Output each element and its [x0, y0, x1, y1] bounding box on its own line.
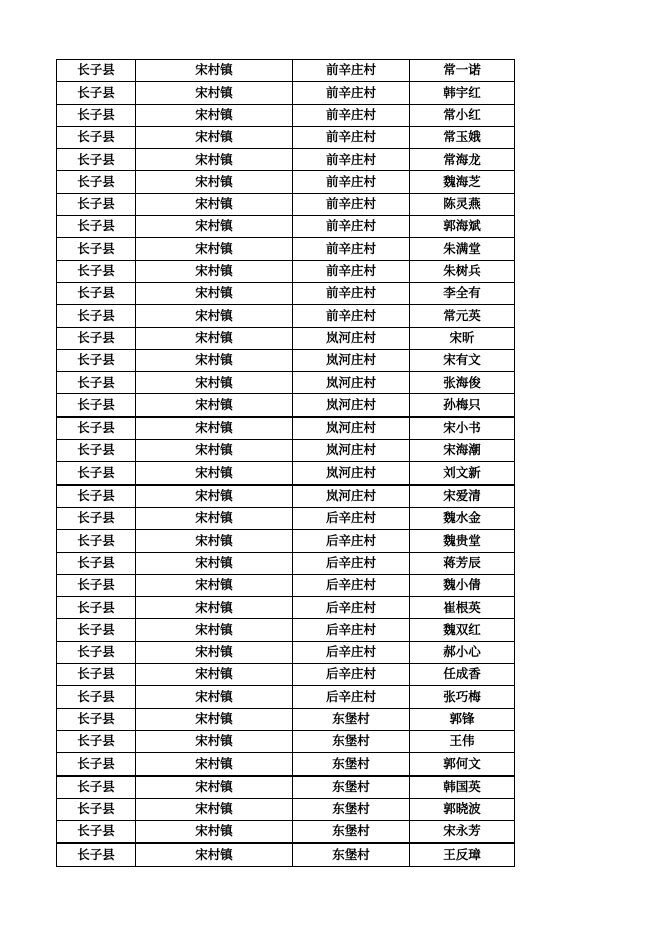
county-cell: 长子县 [57, 238, 136, 260]
table-row [57, 753, 515, 776]
village-cell: 后辛庄村 [293, 686, 410, 708]
county-cell: 长子县 [57, 552, 136, 574]
town-cell: 宋村镇 [136, 619, 293, 641]
county-cell: 长子县 [57, 619, 136, 641]
county-cell: 长子县 [57, 641, 136, 663]
name-cell: 常一诺 [410, 60, 515, 82]
name-cell: 郭何文 [410, 753, 515, 776]
town-cell: 宋村镇 [136, 260, 293, 282]
name-cell: 常海龙 [410, 149, 515, 171]
village-cell: 岚河庄村 [293, 462, 410, 485]
town-cell: 宋村镇 [136, 686, 293, 708]
name-cell: 王伟 [410, 730, 515, 752]
table-row [57, 327, 515, 349]
table-row [57, 394, 515, 417]
county-cell: 长子县 [57, 126, 136, 148]
name-cell: 魏双红 [410, 619, 515, 641]
town-cell: 宋村镇 [136, 440, 293, 462]
table-row [57, 126, 515, 148]
table-row [57, 238, 515, 260]
county-cell: 长子县 [57, 104, 136, 126]
town-cell: 宋村镇 [136, 776, 293, 799]
village-cell: 后辛庄村 [293, 664, 410, 686]
county-cell: 长子县 [57, 753, 136, 776]
county-cell: 长子县 [57, 216, 136, 238]
table-row [57, 82, 515, 104]
village-cell: 前辛庄村 [293, 60, 410, 82]
table-row [57, 686, 515, 708]
name-cell: 宋小书 [410, 417, 515, 440]
county-cell: 长子县 [57, 574, 136, 596]
name-cell: 魏贵堂 [410, 530, 515, 552]
name-cell: 刘文新 [410, 462, 515, 485]
name-cell: 郝小心 [410, 641, 515, 663]
table-row [57, 664, 515, 686]
name-cell: 常元英 [410, 305, 515, 327]
table-row [57, 798, 515, 820]
county-cell: 长子县 [57, 260, 136, 282]
town-cell: 宋村镇 [136, 462, 293, 485]
table-row [57, 260, 515, 282]
name-cell: 王反璋 [410, 843, 515, 866]
name-cell: 常玉娥 [410, 126, 515, 148]
village-cell: 后辛庄村 [293, 597, 410, 619]
county-cell: 长子县 [57, 60, 136, 82]
table-row [57, 708, 515, 730]
county-cell: 长子县 [57, 327, 136, 349]
town-cell: 宋村镇 [136, 552, 293, 574]
county-cell: 长子县 [57, 664, 136, 686]
town-cell: 宋村镇 [136, 126, 293, 148]
table-row [57, 776, 515, 799]
table-row [57, 530, 515, 552]
village-cell: 前辛庄村 [293, 82, 410, 104]
county-cell: 长子县 [57, 349, 136, 371]
village-cell: 岚河庄村 [293, 394, 410, 417]
data-table [56, 59, 515, 867]
name-cell: 李全有 [410, 282, 515, 304]
village-cell: 前辛庄村 [293, 193, 410, 215]
village-cell: 岚河庄村 [293, 417, 410, 440]
county-cell: 长子县 [57, 530, 136, 552]
county-cell: 长子县 [57, 462, 136, 485]
name-cell: 宋海潮 [410, 440, 515, 462]
name-cell: 孙梅只 [410, 394, 515, 417]
county-cell: 长子县 [57, 843, 136, 866]
village-cell: 后辛庄村 [293, 552, 410, 574]
county-cell: 长子县 [57, 730, 136, 752]
village-cell: 前辛庄村 [293, 305, 410, 327]
county-cell: 长子县 [57, 485, 136, 508]
table-row [57, 171, 515, 193]
table-row [57, 641, 515, 663]
table-row [57, 574, 515, 596]
town-cell: 宋村镇 [136, 60, 293, 82]
town-cell: 宋村镇 [136, 530, 293, 552]
county-cell: 长子县 [57, 776, 136, 799]
name-cell: 常小红 [410, 104, 515, 126]
table-row [57, 104, 515, 126]
town-cell: 宋村镇 [136, 708, 293, 730]
table-row [57, 462, 515, 485]
table-row [57, 282, 515, 304]
town-cell: 宋村镇 [136, 821, 293, 844]
town-cell: 宋村镇 [136, 641, 293, 663]
village-cell: 前辛庄村 [293, 282, 410, 304]
county-cell: 长子县 [57, 372, 136, 394]
table-row [57, 552, 515, 574]
town-cell: 宋村镇 [136, 104, 293, 126]
village-cell: 东堡村 [293, 821, 410, 844]
name-cell: 宋有文 [410, 349, 515, 371]
village-cell: 岚河庄村 [293, 327, 410, 349]
county-cell: 长子县 [57, 821, 136, 844]
town-cell: 宋村镇 [136, 82, 293, 104]
county-cell: 长子县 [57, 597, 136, 619]
name-cell: 宋昕 [410, 327, 515, 349]
table-row [57, 149, 515, 171]
village-cell: 岚河庄村 [293, 485, 410, 508]
name-cell: 宋爱清 [410, 485, 515, 508]
village-cell: 后辛庄村 [293, 574, 410, 596]
village-cell: 后辛庄村 [293, 619, 410, 641]
village-cell: 岚河庄村 [293, 440, 410, 462]
village-cell: 东堡村 [293, 798, 410, 820]
town-cell: 宋村镇 [136, 282, 293, 304]
village-cell: 东堡村 [293, 843, 410, 866]
table-row [57, 821, 515, 844]
town-cell: 宋村镇 [136, 574, 293, 596]
town-cell: 宋村镇 [136, 664, 293, 686]
county-cell: 长子县 [57, 394, 136, 417]
table-row [57, 193, 515, 215]
county-cell: 长子县 [57, 82, 136, 104]
village-cell: 前辛庄村 [293, 171, 410, 193]
name-cell: 蒋芳辰 [410, 552, 515, 574]
name-cell: 宋永芳 [410, 821, 515, 844]
village-cell: 后辛庄村 [293, 530, 410, 552]
county-cell: 长子县 [57, 149, 136, 171]
county-cell: 长子县 [57, 282, 136, 304]
town-cell: 宋村镇 [136, 730, 293, 752]
town-cell: 宋村镇 [136, 843, 293, 866]
county-cell: 长子县 [57, 507, 136, 529]
name-cell: 张巧梅 [410, 686, 515, 708]
village-cell: 东堡村 [293, 753, 410, 776]
county-cell: 长子县 [57, 686, 136, 708]
village-cell: 东堡村 [293, 708, 410, 730]
table-row [57, 507, 515, 529]
village-cell: 前辛庄村 [293, 126, 410, 148]
name-cell: 魏水金 [410, 507, 515, 529]
name-cell: 郭海斌 [410, 216, 515, 238]
town-cell: 宋村镇 [136, 193, 293, 215]
town-cell: 宋村镇 [136, 597, 293, 619]
town-cell: 宋村镇 [136, 798, 293, 820]
table-row [57, 216, 515, 238]
village-cell: 后辛庄村 [293, 641, 410, 663]
table-row [57, 372, 515, 394]
town-cell: 宋村镇 [136, 327, 293, 349]
table-row [57, 60, 515, 82]
town-cell: 宋村镇 [136, 171, 293, 193]
village-cell: 前辛庄村 [293, 260, 410, 282]
county-cell: 长子县 [57, 440, 136, 462]
village-cell: 前辛庄村 [293, 149, 410, 171]
table-row [57, 349, 515, 371]
name-cell: 魏小倩 [410, 574, 515, 596]
table-row [57, 843, 515, 866]
table-row [57, 485, 515, 508]
village-cell: 后辛庄村 [293, 507, 410, 529]
town-cell: 宋村镇 [136, 305, 293, 327]
name-cell: 张海俊 [410, 372, 515, 394]
county-cell: 长子县 [57, 193, 136, 215]
table-row [57, 730, 515, 752]
table-body [57, 60, 515, 867]
town-cell: 宋村镇 [136, 216, 293, 238]
town-cell: 宋村镇 [136, 753, 293, 776]
village-cell: 前辛庄村 [293, 238, 410, 260]
table-row [57, 440, 515, 462]
county-cell: 长子县 [57, 708, 136, 730]
town-cell: 宋村镇 [136, 372, 293, 394]
name-cell: 陈灵燕 [410, 193, 515, 215]
name-cell: 韩国英 [410, 776, 515, 799]
name-cell: 魏海芝 [410, 171, 515, 193]
town-cell: 宋村镇 [136, 349, 293, 371]
name-cell: 崔根英 [410, 597, 515, 619]
name-cell: 任成香 [410, 664, 515, 686]
county-cell: 长子县 [57, 171, 136, 193]
village-cell: 前辛庄村 [293, 104, 410, 126]
name-cell: 朱树兵 [410, 260, 515, 282]
town-cell: 宋村镇 [136, 149, 293, 171]
town-cell: 宋村镇 [136, 238, 293, 260]
village-cell: 前辛庄村 [293, 216, 410, 238]
county-cell: 长子县 [57, 305, 136, 327]
name-cell: 郭晓波 [410, 798, 515, 820]
name-cell: 朱满堂 [410, 238, 515, 260]
table-row [57, 619, 515, 641]
village-cell: 东堡村 [293, 730, 410, 752]
town-cell: 宋村镇 [136, 394, 293, 417]
county-cell: 长子县 [57, 798, 136, 820]
village-cell: 岚河庄村 [293, 349, 410, 371]
town-cell: 宋村镇 [136, 417, 293, 440]
name-cell: 郭锋 [410, 708, 515, 730]
town-cell: 宋村镇 [136, 485, 293, 508]
village-cell: 东堡村 [293, 776, 410, 799]
county-cell: 长子县 [57, 417, 136, 440]
table-row [57, 305, 515, 327]
table-row [57, 597, 515, 619]
village-cell: 岚河庄村 [293, 372, 410, 394]
town-cell: 宋村镇 [136, 507, 293, 529]
name-cell: 韩宇红 [410, 82, 515, 104]
table-row [57, 417, 515, 440]
